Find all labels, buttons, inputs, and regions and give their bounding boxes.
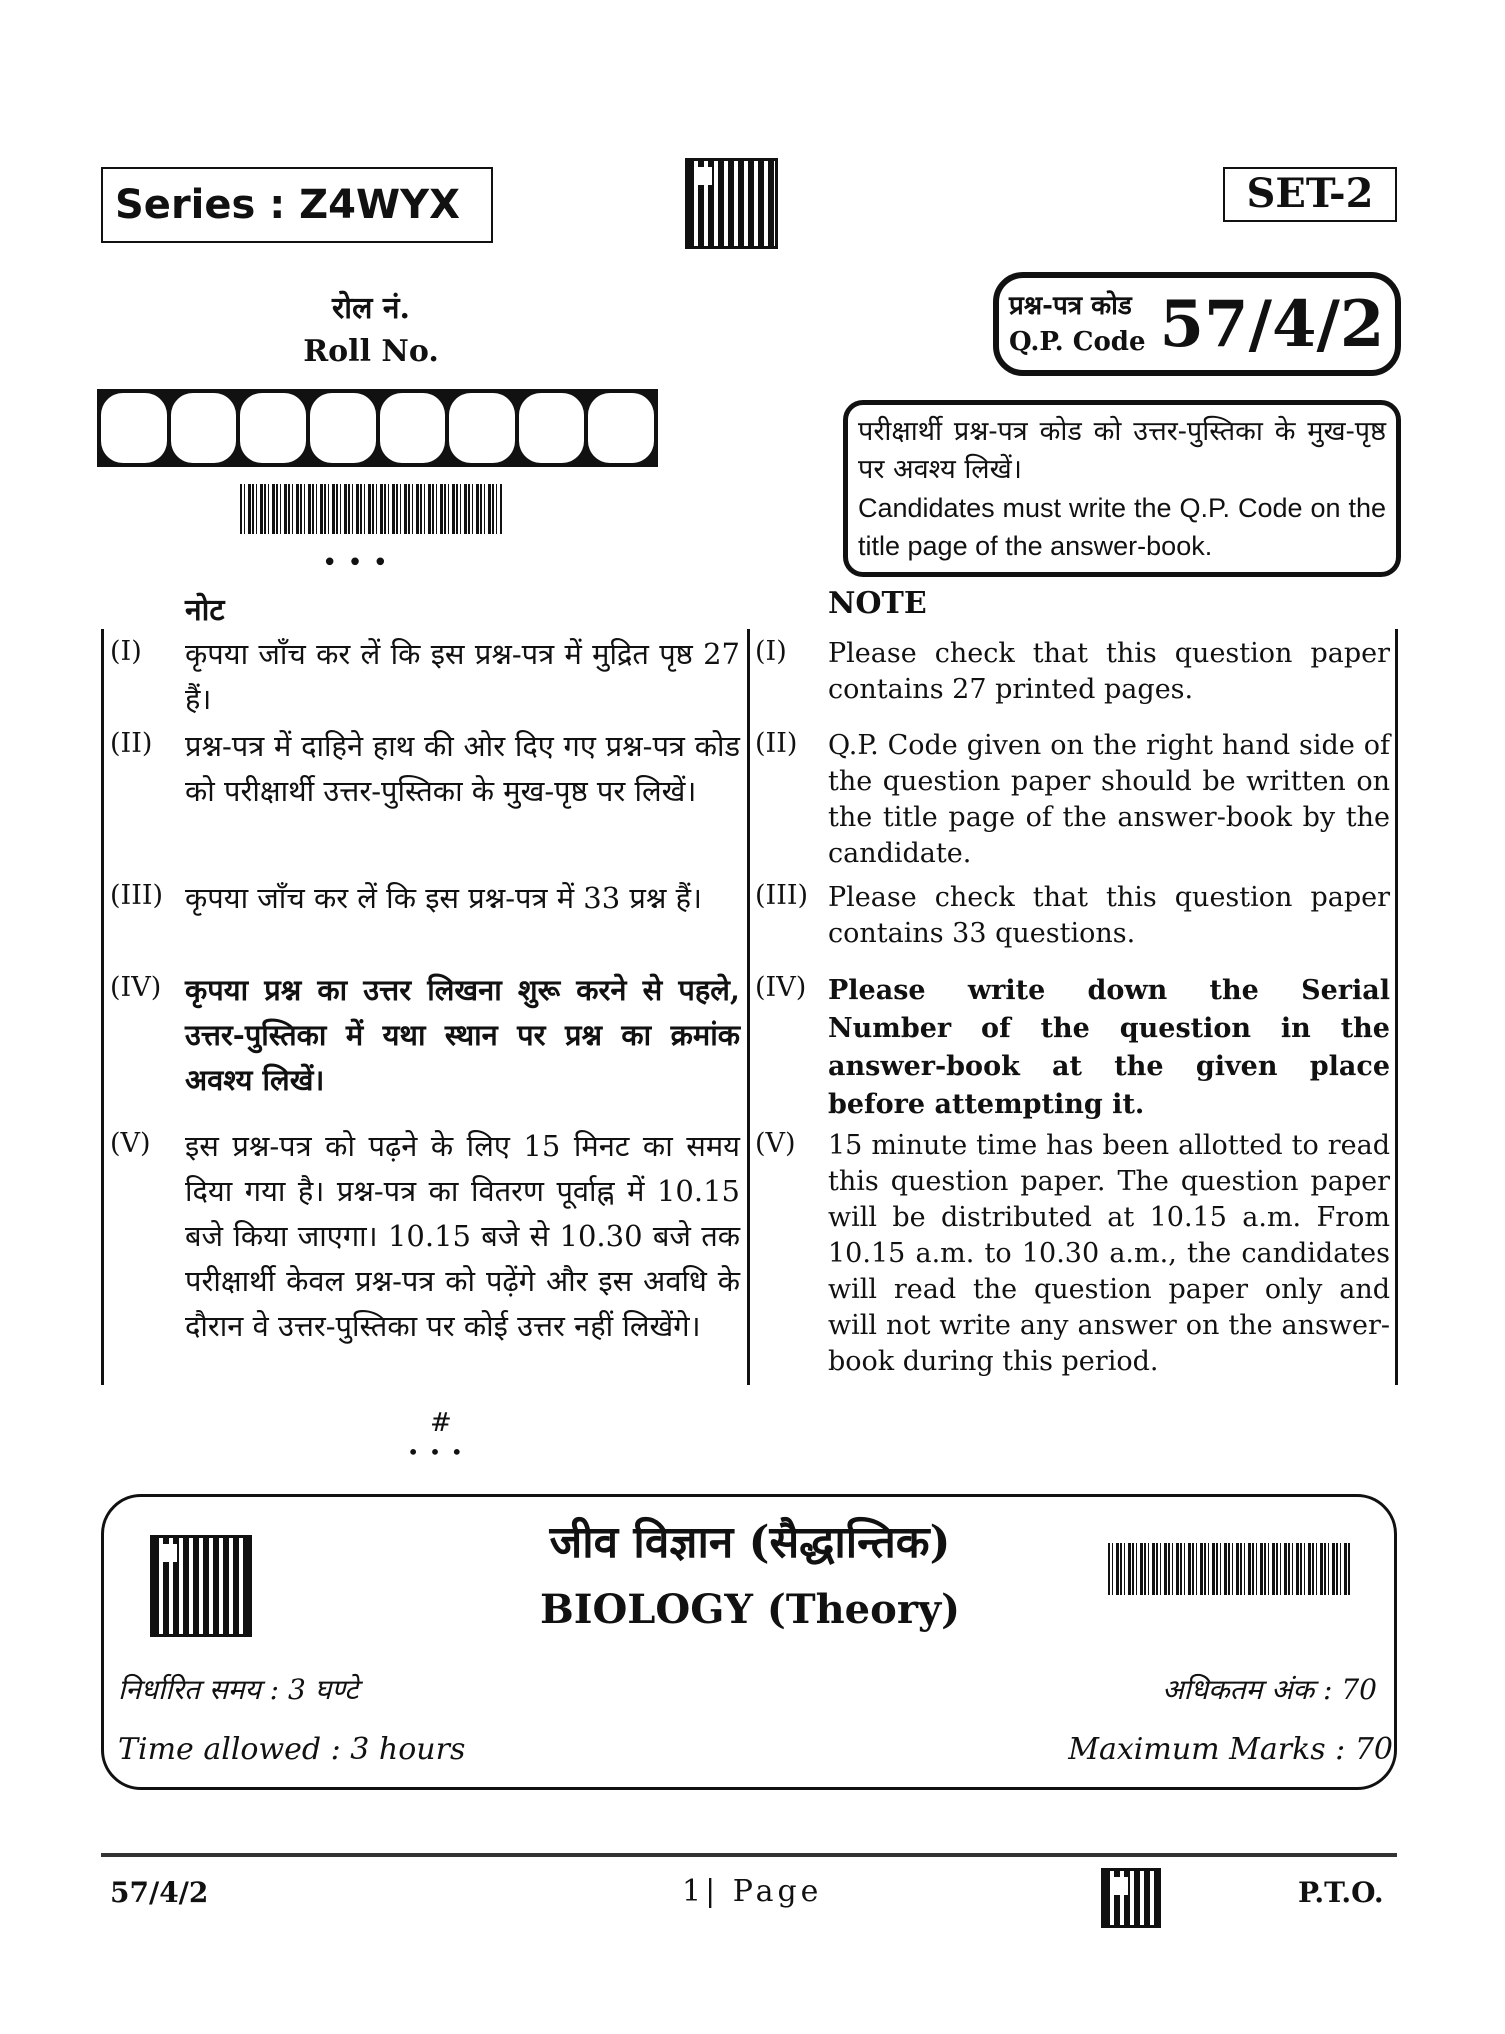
item-number: (IV)	[755, 972, 807, 1003]
item-en: Please check that this question paper contains 27 printed pages.	[828, 638, 1390, 705]
footer-rule	[101, 1853, 1397, 1857]
footer-code: 57/4/2	[110, 1876, 209, 1909]
item-hi: कृपया जाँच कर लें कि इस प्रश्न-पत्र में मुद्रित पृष्ठ 27 हैं।	[185, 637, 740, 716]
qp-code-box	[993, 272, 1401, 376]
note-title-hi: नोट	[185, 593, 225, 628]
item-number: (V)	[755, 1128, 796, 1159]
item-number: (I)	[755, 636, 787, 667]
subject-title-en: BIOLOGY (Theory)	[539, 1586, 961, 1633]
roll-digit-box[interactable]	[449, 393, 515, 463]
set-label: SET-2	[1223, 167, 1397, 222]
right-border	[1395, 629, 1398, 1385]
qp-label-en: Q.P. Code	[1009, 327, 1146, 357]
item-hi: प्रश्न-पत्र में दाहिने हाथ की ओर दिए गए प्रश्न-पत्र कोड को परीक्षार्थी उत्तर-पुस्तिका के मुख-पृष्ठ पर लिखें।	[185, 729, 740, 808]
roll-digit-box[interactable]	[519, 393, 585, 463]
subject-title-hi: जीव विज्ञान (सैद्धान्तिक)	[549, 1517, 951, 1568]
roll-digit-box[interactable]	[380, 393, 446, 463]
page-number: 1| Page	[682, 1874, 823, 1909]
roll-digit-box[interactable]	[310, 393, 376, 463]
qp-code: 57/4/2	[1159, 286, 1385, 362]
qp-label-hi: प्रश्न-पत्र कोड	[1009, 291, 1132, 321]
item-en: Q.P. Code given on the right hand side of the question paper should be written on the title page of the answer-book by the candidate.	[828, 730, 1390, 869]
item-en: Please check that this question paper contains 33 questions.	[828, 882, 1390, 949]
notice-en: Candidates must write the Q.P. Code on the title page of the answer-book.	[858, 493, 1386, 561]
dots: •••	[407, 1440, 473, 1464]
qr-code-icon	[1101, 1868, 1161, 1928]
roll-label-en: Roll No.	[303, 334, 439, 369]
column-divider	[747, 629, 750, 1385]
note-title-en: NOTE	[828, 586, 927, 621]
roll-digit-box[interactable]	[171, 393, 237, 463]
qr-code-icon	[685, 158, 778, 249]
item-number: (II)	[755, 728, 798, 759]
pto-label: P.T.O.	[1298, 1876, 1384, 1909]
time-allowed-hi: निर्धारित समय : 3 घण्टे	[118, 1673, 359, 1706]
roll-label-hi: रोल नं.	[332, 291, 410, 326]
item-hi: कृपया प्रश्न का उत्तर लिखना शुरू करने से पहले, उत्तर-पुस्तिका में यथा स्थान पर प्रश्न का क्रमांक अवश्य लिखें।	[185, 973, 740, 1097]
notice-box	[843, 400, 1401, 577]
item-number: (III)	[755, 880, 809, 911]
item-number: (V)	[110, 1128, 151, 1159]
roll-number-boxes[interactable]	[97, 389, 658, 467]
barcode-icon	[240, 484, 502, 534]
max-marks-hi: अधिकतम अंक : 70	[1162, 1673, 1377, 1706]
roll-digit-box[interactable]	[588, 393, 654, 463]
barcode-icon	[1108, 1543, 1350, 1595]
item-hi: कृपया जाँच कर लें कि इस प्रश्न-पत्र में 33 प्रश्न हैं।	[185, 881, 703, 915]
item-en: Please write down the Serial Number of the question in the answer-book at the given place before attempting it.	[828, 975, 1390, 1120]
item-en: 15 minute time has been allotted to read this question paper. The question paper will be distributed at 10.15 a.m. From 10.15 a.m. to 10.30 a.m., the candidates will read the question paper only and will not write any answer on the answer-book during this period.	[828, 1130, 1390, 1377]
item-number: (II)	[110, 728, 153, 759]
roll-digit-box[interactable]	[240, 393, 306, 463]
hash-mark: #	[430, 1408, 452, 1438]
qr-code-icon	[150, 1535, 252, 1637]
notice-hi: परीक्षार्थी प्रश्न-पत्र कोड को उत्तर-पुस्तिका के मुख-पृष्ठ पर अवश्य लिखें।	[858, 416, 1386, 485]
series-label: Series : Z4WYX	[101, 167, 493, 243]
item-number: (IV)	[110, 972, 162, 1003]
roll-digit-box[interactable]	[101, 393, 167, 463]
item-number: (I)	[110, 636, 142, 667]
max-marks-en: Maximum Marks : 70	[1068, 1732, 1393, 1767]
left-border	[101, 629, 104, 1385]
dots: •••	[321, 548, 398, 578]
item-number: (III)	[110, 880, 164, 911]
time-allowed-en: Time allowed : 3 hours	[118, 1732, 466, 1767]
item-hi: इस प्रश्न-पत्र को पढ़ने के लिए 15 मिनट का समय दिया गया है। प्रश्न-पत्र का वितरण पूर्वाह्न में 10.15 बजे किया जाएगा। 10.15 बजे से 10.30 बजे तक परीक्षार्थी केवल प्रश्न-पत्र को पढ़ेंगे और इस अवधि के दौरान वे उत्तर-पुस्तिका पर कोई उत्तर नहीं लिखेंगे।	[185, 1129, 740, 1343]
